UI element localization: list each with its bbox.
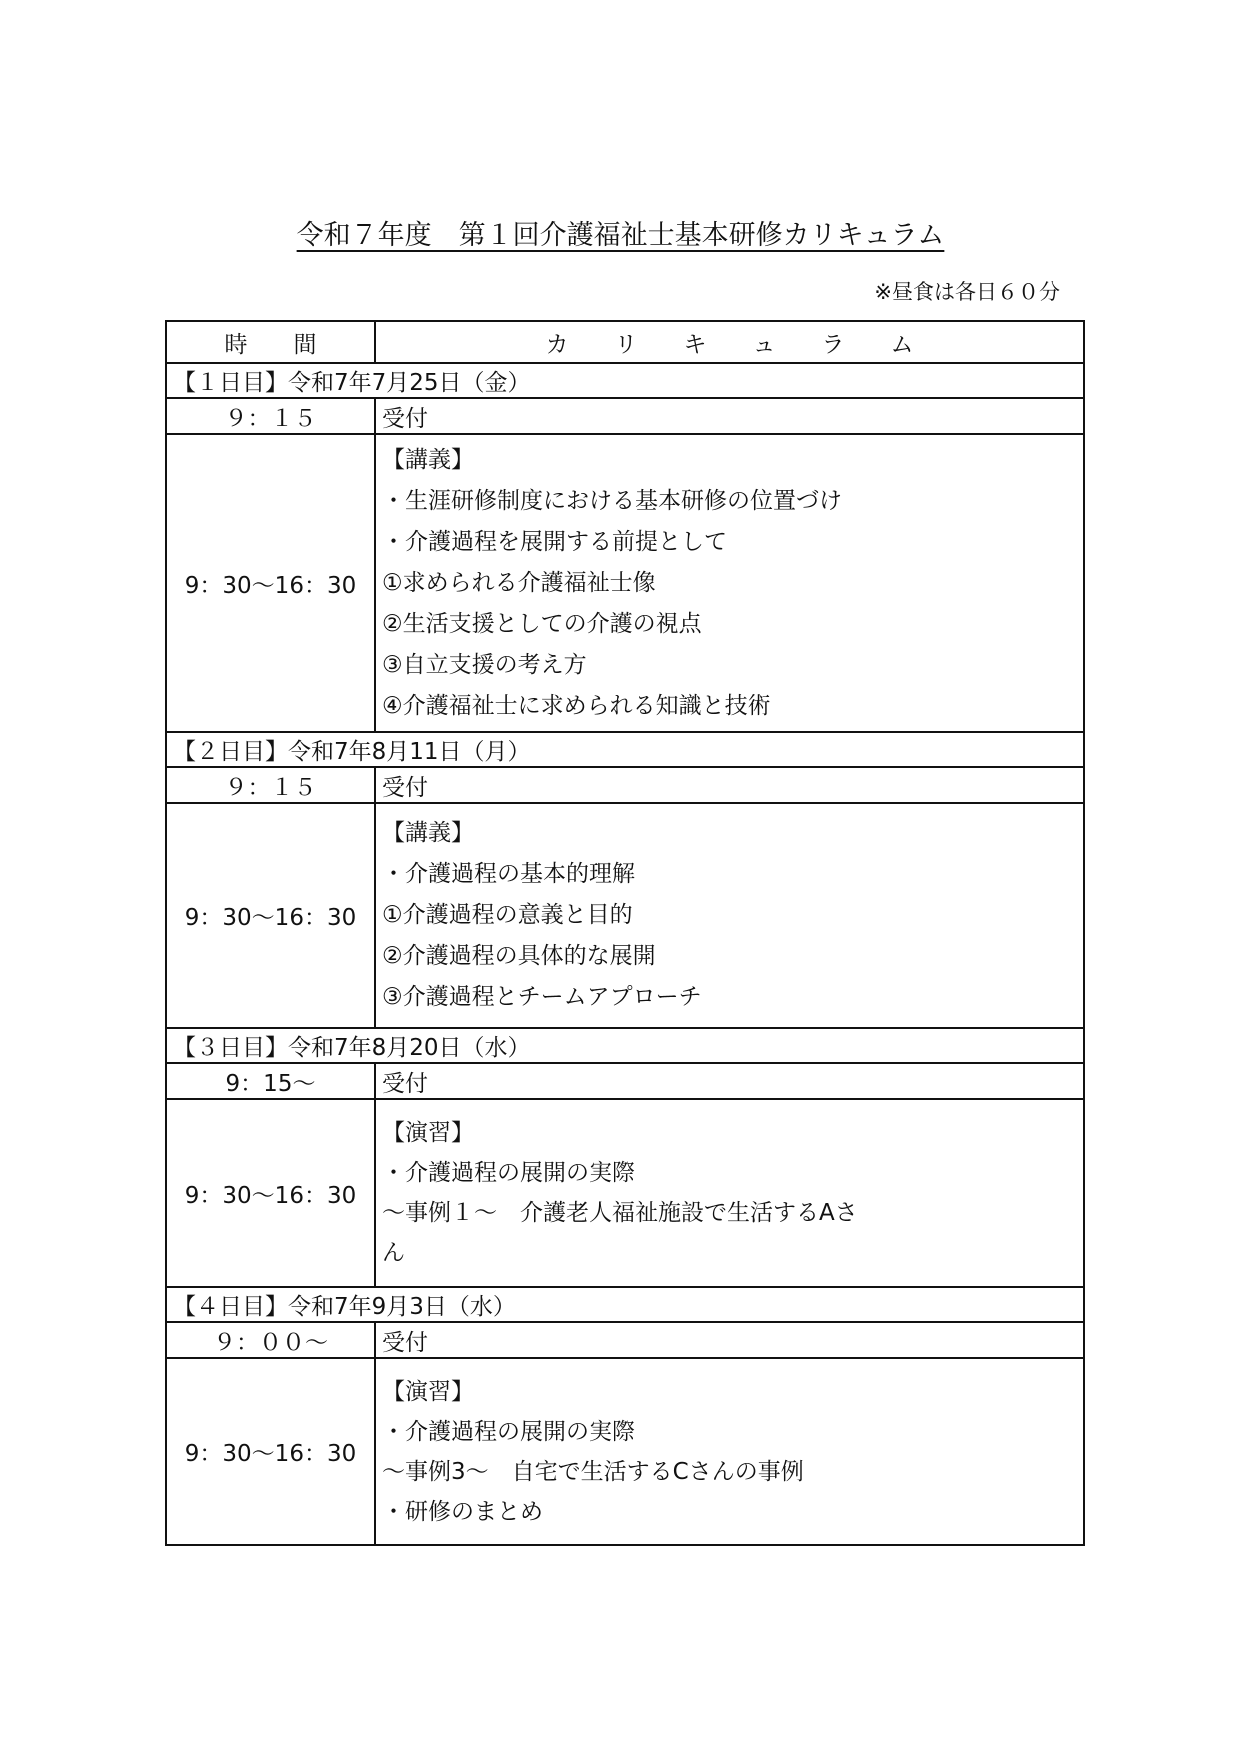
- day-4-session-content: [375, 1358, 1084, 1545]
- day-1-line: ・生涯研修制度における基本研修の位置づけ: [382, 487, 842, 514]
- day-3-row: [166, 1028, 1084, 1063]
- day-2-session-time: 9：30〜16：30: [166, 803, 375, 1028]
- day-1-line: ③自立支援の考え方: [382, 651, 587, 678]
- day-4-reception-label: 受付: [375, 1322, 1084, 1358]
- day-4-session-row: [166, 1358, 1084, 1545]
- day-4-session-time: 9：30〜16：30: [166, 1358, 375, 1545]
- page-title-text: 令和７年度 第１回介護福祉士基本研修カリキュラム: [296, 220, 945, 251]
- day-3-line: 〜事例１〜 介護老人福祉施設で生活するAさ: [382, 1200, 858, 1226]
- day-4-line: 【演習】: [382, 1378, 474, 1405]
- lunch-note: ※昼食は各日６０分: [874, 280, 1060, 304]
- day-4-line: ・介護過程の展開の実際: [382, 1418, 635, 1445]
- day-1-line: 【講義】: [382, 446, 474, 473]
- day-1-reception-label: 受付: [375, 398, 1084, 434]
- day-1-line: ②生活支援としての介護の視点: [382, 610, 702, 637]
- day-4-row: [166, 1287, 1084, 1322]
- day-2-session-content: [375, 803, 1084, 1028]
- day-4-reception-time: ９：００〜: [166, 1322, 375, 1358]
- day-2-row: [166, 732, 1084, 767]
- day-2-line: ①介護過程の意義と目的: [382, 902, 633, 928]
- day-4-label: 【４日目】令和7年9月3日（水）: [166, 1287, 1084, 1322]
- day-2-line: 【講義】: [382, 820, 474, 846]
- day-3-reception-row: [166, 1063, 1084, 1099]
- day-3-reception-label: 受付: [375, 1063, 1084, 1099]
- header-curriculum: カ リ キ ュ ラ ム: [375, 321, 1084, 363]
- day-2-line: ・介護過程の基本的理解: [382, 861, 635, 887]
- table-header-row: [166, 321, 1084, 363]
- day-3-line: ・介護過程の展開の実際: [382, 1160, 635, 1186]
- day-3-session-time: 9：30〜16：30: [166, 1099, 375, 1287]
- day-2-reception-row: [166, 767, 1084, 803]
- day-1-line: ・介護過程を展開する前提として: [382, 528, 727, 555]
- day-1-line: ④介護福祉士に求められる知識と技術: [382, 692, 771, 719]
- day-2-line: ③介護過程とチームアプローチ: [382, 984, 702, 1010]
- day-2-reception-time: ９：１５: [166, 767, 375, 803]
- day-1-row: [166, 363, 1084, 398]
- day-1-line: ①求められる介護福祉士像: [382, 569, 656, 596]
- day-2-line: ②介護過程の具体的な展開: [382, 943, 656, 969]
- day-3-label: 【３日目】令和7年8月20日（水）: [166, 1028, 1084, 1063]
- day-1-reception-row: [166, 398, 1084, 434]
- day-1-reception-time: ９：１５: [166, 398, 375, 434]
- day-3-session-row: [166, 1099, 1084, 1287]
- day-4-reception-row: [166, 1322, 1084, 1358]
- day-3-session-content: [375, 1099, 1084, 1287]
- header-time: 時 間: [166, 321, 375, 363]
- day-4-line: 〜事例3〜 自宅で生活するCさんの事例: [382, 1458, 804, 1485]
- day-1-label: 【１日目】令和7年7月25日（金）: [166, 363, 1084, 398]
- day-2-session-row: [166, 803, 1084, 1028]
- day-1-session-time: 9：30〜16：30: [166, 434, 375, 732]
- day-3-line: ん: [382, 1240, 405, 1266]
- curriculum-table: [165, 320, 1085, 1546]
- day-3-reception-time: 9：15〜: [166, 1063, 375, 1099]
- day-1-session-row: [166, 434, 1084, 732]
- day-4-line: ・研修のまとめ: [382, 1498, 543, 1525]
- day-2-reception-label: 受付: [375, 767, 1084, 803]
- day-3-line: 【演習】: [382, 1120, 474, 1146]
- day-1-session-content: [375, 434, 1084, 732]
- page-title: [0, 218, 1241, 254]
- day-2-label: 【２日目】令和7年8月11日（月）: [166, 732, 1084, 767]
